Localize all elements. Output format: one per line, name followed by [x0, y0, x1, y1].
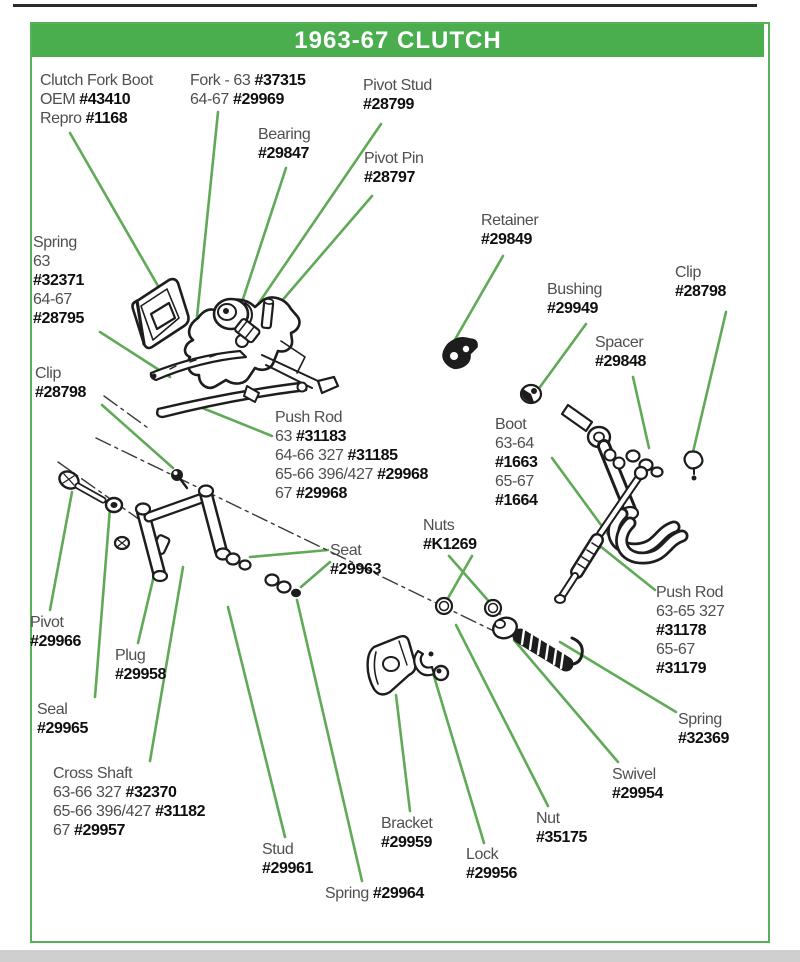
- clip-right-drawing: [685, 452, 703, 481]
- nut-right-drawing: [485, 600, 501, 616]
- leader-retainer: [453, 256, 503, 343]
- leader-bearing: [243, 168, 286, 299]
- centerline: [58, 396, 500, 634]
- label-pivot: Pivot #29966: [30, 614, 81, 650]
- label-nuts: Nuts #K1269: [423, 517, 477, 553]
- label-clip-right: Clip #28798: [675, 264, 726, 300]
- nut-left-drawing: [436, 598, 452, 614]
- label-fork: Fork - 63 #37315 64-67 #29969: [190, 72, 306, 108]
- push-rod-right-drawing: [555, 467, 647, 603]
- lock-drawing: [414, 651, 434, 675]
- parts-drawing: [56, 279, 702, 694]
- zbar-drawing: [562, 405, 663, 519]
- leader-push-rod-center: [200, 407, 272, 436]
- label-bushing: Bushing #29949: [547, 281, 603, 317]
- label-spacer: Spacer #29848: [595, 334, 646, 370]
- leader-stud: [228, 607, 285, 837]
- bushing-drawing: [521, 385, 541, 403]
- stud-ball-drawing: [434, 666, 448, 680]
- label-bracket: Bracket #29959: [381, 815, 433, 851]
- retainer-drawing: [443, 338, 477, 369]
- leader-spacer: [633, 377, 649, 448]
- leader-seal: [95, 508, 110, 697]
- label-clip-left: Clip #28798: [35, 365, 86, 401]
- leader-clip-right: [693, 312, 726, 452]
- label-pivot-pin: Pivot Pin #28797: [364, 150, 424, 186]
- label-cross-shaft: Cross Shaft 63-66 327 #32370 65-66 396/427 #31182 67 #29957: [53, 765, 206, 839]
- leader-bracket: [396, 695, 410, 811]
- label-nut: Nut #35175: [536, 810, 587, 846]
- leader-seat: [301, 562, 330, 587]
- boot-drawing: [133, 279, 189, 348]
- leader-lock: [433, 673, 484, 843]
- label-seat: Seat #29963: [330, 542, 381, 578]
- label-bearing: Bearing #29847: [258, 126, 311, 162]
- leader-fork: [197, 112, 218, 317]
- leader-spring-bottom: [297, 600, 362, 881]
- leader-cross-shaft: [150, 567, 183, 761]
- leader-bushing: [540, 324, 586, 387]
- leader-clutch-fork-boot: [70, 133, 158, 286]
- label-push-rod-center: Push Rod 63 #31183 64-66 327 #31185 65-66 396/427 #29968 67 #29968: [275, 409, 429, 502]
- boot-right-drawing: [614, 514, 682, 558]
- leader-seat: [250, 550, 328, 557]
- label-clutch-fork-boot: Clutch Fork Boot OEM #43410 Repro #1168: [40, 72, 153, 127]
- push-rod-drawing: [157, 383, 306, 418]
- leader-spring-right: [560, 642, 676, 712]
- label-lock: Lock #29956: [466, 846, 517, 882]
- label-seal: Seal #29965: [37, 701, 88, 737]
- leader-pivot: [50, 492, 72, 610]
- label-retainer: Retainer #29849: [481, 212, 539, 248]
- label-plug: Plug #29958: [115, 647, 166, 683]
- label-spring-right: Spring #32369: [678, 711, 729, 747]
- bracket-drawing: [368, 636, 416, 694]
- label-stud: Stud #29961: [262, 841, 313, 877]
- leader-pivot-stud: [254, 124, 381, 310]
- label-pivot-stud: Pivot Stud #28799: [363, 77, 432, 113]
- label-push-rod-right: Push Rod 63-65 327 #31178 65-67 #31179: [656, 584, 725, 677]
- pivot-pin-drawing: [262, 299, 274, 329]
- label-swivel: Swivel #29954: [612, 766, 663, 802]
- page-title: 1963-67 CLUTCH: [294, 26, 502, 54]
- label-spring-bottom: Spring #29964: [325, 885, 424, 902]
- fork-drawing: [185, 298, 338, 393]
- label-boot-right: Boot 63-64 #1663 65-67 #1664: [495, 416, 538, 509]
- label-spring-left: Spring 63 #32371 64-67 #28795: [33, 234, 84, 327]
